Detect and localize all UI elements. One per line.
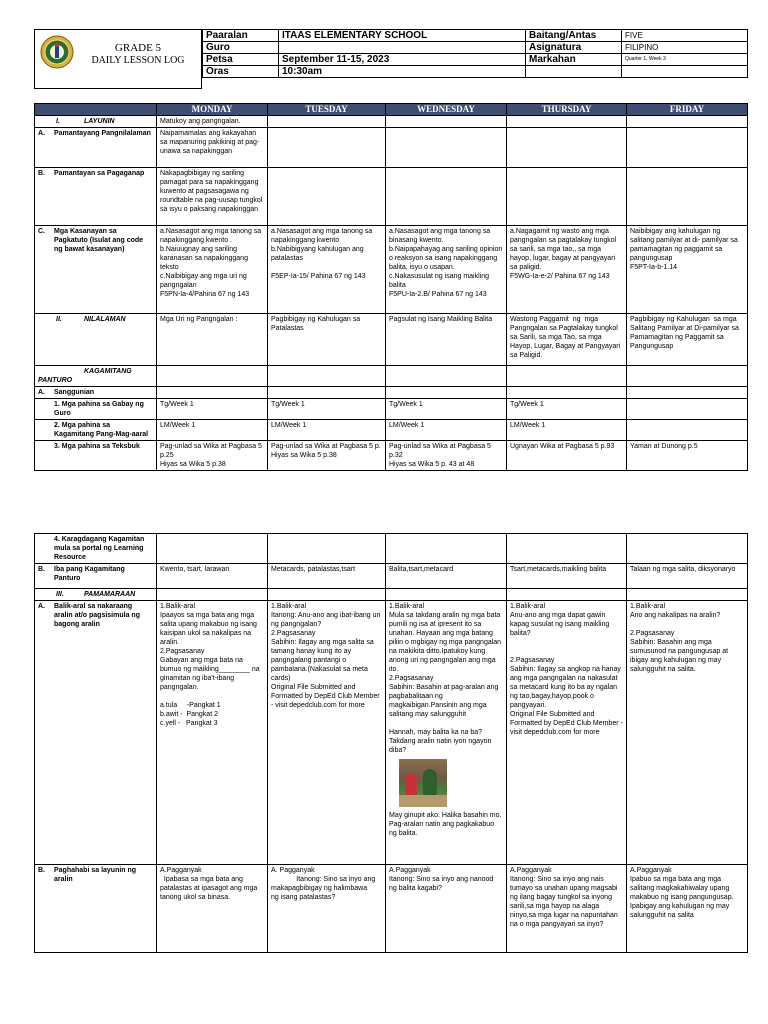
cell-text: Wastong Paggamit ng mga Pangngalan sa Pagtalakay tungkol sa Sarili, sa mga Tao, sa mga Hayop, Lugar, Bagay at Pangyayari sa Paligid. [510, 316, 623, 359]
day-cell [268, 116, 386, 128]
cell-text: 1.Balik-aral Ano ang nakalipas na aralin? 2.Pagsasanay Sabihin: Basahin ang mga sumusunod na pangungusap at ibigay ang kahulugan ng may salungguhit na salita. [630, 603, 729, 673]
day-cell [157, 399, 268, 420]
row-title: Paghahabi sa layunin ng aralin [54, 867, 137, 883]
cell-text: 1.Balik-aral Ipaayos sa mga bata ang mga salita upang makabuo ng isang kaisipan ukol sa nakalipas na aralin. 2.Pagsasanay Gabayan ang mga bata na bumuo ng maikling________ na ginamitan ng iba't-ibang pangngalan. a.tula -Pangkat 1 b.awit - Pangkat 2 c.yell - Pangkat 3 [160, 603, 260, 727]
day-cell [507, 534, 627, 564]
header-info-table [202, 29, 748, 78]
header-value [622, 66, 748, 78]
day-cell [268, 534, 386, 564]
day-cell [507, 441, 627, 471]
day-cell [386, 226, 507, 314]
header-key: Asignatura [526, 42, 622, 54]
section-title: LAYUNIN [84, 118, 115, 125]
day-cell [157, 589, 268, 601]
lesson-row [35, 865, 748, 953]
row-label [35, 399, 157, 420]
header-key: Markahan [526, 54, 622, 66]
section-number: III. [56, 591, 64, 598]
lesson-row [35, 226, 748, 314]
lesson-row [35, 168, 748, 226]
day-cell [507, 601, 627, 865]
header-key: Baitang/Antas [526, 30, 622, 42]
section-number: I. [56, 118, 60, 125]
cell-text: A. Pagganyak Itanong: Sino sa inyo ang makapagbibigay ng halimbawa ng isang patalastas? [271, 867, 376, 901]
document-title: DAILY LESSON LOG [91, 55, 185, 66]
day-cell [268, 420, 386, 441]
lesson-log-table-2 [34, 533, 748, 953]
cell-text: Kwento, tsart, larawan [160, 566, 230, 573]
cell-text: LM/Week 1 [389, 422, 425, 429]
header-key: Guro [203, 42, 279, 54]
day-cell [157, 534, 268, 564]
lesson-row [35, 399, 748, 420]
day-cell [268, 366, 386, 387]
day-cell [627, 314, 748, 366]
day-header: FRIDAY [627, 104, 748, 116]
row-letter: B. [38, 566, 45, 573]
day-cell [386, 314, 507, 366]
day-header-blank [35, 104, 157, 116]
day-cell [627, 865, 748, 953]
cell-text: Balita,tsart,metacard [389, 566, 454, 573]
day-cell [157, 128, 268, 168]
photo-caption: May ginupit ako. Halika basahin mo. Pag-aralan natin ang pagkakabuo ng balita. [389, 812, 504, 837]
day-cell [268, 589, 386, 601]
day-cell [627, 601, 748, 865]
day-cell [157, 168, 268, 226]
cell-text: 1.Balik-aral Anu-ano ang mga dapat gawin kapag susulat ng isang maikling balita? 2.Pagsasanay Sabihin: Ilagay sa angkop na hanay ang mga pangngalan na nakasulat sa metacard kung ito ba ay ngalan ng tao,bagay,hayop,pook o pangyayari. Original File Submitted and Formatted by DepEd Club Member - visit depedclub.com for more [510, 603, 623, 736]
day-cell [627, 420, 748, 441]
day-cell [386, 601, 507, 865]
row-letter: A. [38, 130, 45, 137]
cell-text: Tg/Week 1 [160, 401, 194, 408]
cell-text: Pagsulat ng Isang Maikling Balita [389, 316, 493, 323]
header-value: Quarter 1, Week 3 [622, 54, 748, 66]
row-label [35, 226, 157, 314]
day-header: WEDNESDAY [386, 104, 507, 116]
day-cell [507, 168, 627, 226]
cell-text: Pagbibigay ng Kahulugan sa Patalastas [271, 316, 363, 332]
day-cell [627, 116, 748, 128]
row-letter: A. [38, 389, 45, 396]
day-cell [268, 226, 386, 314]
cell-text: Tsart,metacards,maikling balita [510, 566, 607, 573]
header-value: ITAAS ELEMENTARY SCHOOL [279, 30, 526, 42]
row-label [35, 534, 157, 564]
day-cell [386, 168, 507, 226]
cell-text: Talaan ng mga salita, diksyonaryo [630, 566, 736, 573]
lesson-row [35, 534, 748, 564]
row-label [35, 601, 157, 865]
day-cell [157, 865, 268, 953]
day-cell [627, 366, 748, 387]
row-label [35, 564, 157, 589]
cell-text: Tg/Week 1 [271, 401, 305, 408]
row-label [35, 314, 157, 366]
cell-text: Pag-unlad sa Wika at Pagbasa 5 p.25 Hiyas sa Wika 5 p.38 [160, 443, 262, 468]
day-cell [627, 589, 748, 601]
row-letter: B. [38, 867, 45, 874]
row-label [35, 589, 157, 601]
day-cell [157, 366, 268, 387]
day-cell [268, 865, 386, 953]
day-header: MONDAY [157, 104, 268, 116]
lesson-row [35, 314, 748, 366]
header-row [203, 66, 748, 78]
day-cell [268, 564, 386, 589]
day-cell [386, 116, 507, 128]
day-cell [268, 314, 386, 366]
day-cell [507, 387, 627, 399]
lesson-row [35, 564, 748, 589]
cell-text: Nakapagbibigay ng sariling pamagat para sa napakinggang kuwento at pagsasagawa ng roundtable na pag-uusap tungkol sa isyu o paksang napakinggan [160, 170, 265, 213]
day-header: TUESDAY [268, 104, 386, 116]
header-key [526, 66, 622, 78]
row-letter: B. [38, 170, 45, 177]
students-photo [399, 759, 447, 807]
row-title: Pamantayan sa Pagaganap [54, 170, 145, 177]
cell-text: Tg/Week 1 [389, 401, 423, 408]
row-label [35, 441, 157, 471]
day-cell [268, 128, 386, 168]
day-cell [627, 441, 748, 471]
day-cell [507, 564, 627, 589]
row-title: Mga Kasanayan sa Pagkatuto (Isulat ang code ng bawat kasanayan) [54, 228, 144, 253]
header-key: Oras [203, 66, 279, 78]
day-cell [507, 589, 627, 601]
day-cell [268, 441, 386, 471]
row-title: Balik-aral sa nakaraang aralin at/o pagsisimula ng bagong aralin [54, 603, 140, 628]
cell-text: Matukoy ang pangngalan. [160, 118, 241, 125]
day-cell [268, 387, 386, 399]
row-title: 2. Mga pahina sa Kagamitang Pang-Mag-aaral [54, 422, 149, 438]
day-cell [157, 226, 268, 314]
row-label [35, 168, 157, 226]
day-cell [268, 168, 386, 226]
row-title: 4. Karagdagang Kagamitan mula sa portal ng Learning Resource [54, 536, 145, 561]
section-number: II. [56, 316, 62, 323]
day-cell [386, 534, 507, 564]
day-cell [157, 116, 268, 128]
header-key: Paaralan [203, 30, 279, 42]
row-letter: C. [38, 228, 45, 235]
cell-text: LM/Week 1 [510, 422, 546, 429]
cell-text: A.Pagganyak Itanong: Sino sa inyo ang nanood ng balita kagabi? [389, 867, 494, 892]
cell-text: 1.Balik-aral Mula sa takdang aralin ng mga bata pumili ng isa at ipresent ito sa unahan. Hayaan ang mga batang piliin o mgbigay ng mga pangngalan na makikita ditto.Ipatukoy kung anong uri ng pangngalan ang mga ito. 2.Pagsasanay Sabihin: Basahin at pag-aralan ang pagbabalitaan ng magkaibigan.Pansinin ang mga salitang may salungguhit Hannah, may balita ka na ba? Takdang aralin natin iyon ngayon diba? [389, 603, 502, 754]
section-title: KAGAMITANG PANTURO [38, 368, 132, 384]
day-cell [627, 387, 748, 399]
cell-text: Metacards, patalastas,tsart [271, 566, 356, 573]
row-label [35, 366, 157, 387]
cell-text: Mga Uri ng Pangngalan : [160, 316, 238, 323]
cell-text: Yaman at Dunong p.5 [630, 443, 698, 450]
day-cell [157, 441, 268, 471]
deped-seal-icon [40, 35, 74, 69]
header-row [203, 42, 748, 54]
day-cell [627, 534, 748, 564]
day-cell [386, 387, 507, 399]
header-value: September 11-15, 2023 [279, 54, 526, 66]
day-cell [157, 564, 268, 589]
row-label [35, 420, 157, 441]
lesson-row [35, 589, 748, 601]
cell-text: Pag-unlad sa Wika at Pagbasa 5 p.32 Hiyas sa Wika 5 p. 43 at 48 [389, 443, 491, 468]
cell-text: A.Pagganyak Ipabuo sa mga bata ang mga salitang magkakahiwalay upang makabuo ng isang pangungusap. Ipabigay ang kahulugan ng may salungguhit na salita [630, 867, 734, 919]
day-cell [386, 420, 507, 441]
cell-text: a.Nagagamit ng wasto ang mga pangngalan sa pagtalakay tungkol sa sarili, sa mga tao,, sa mga hayop, lugar, bagay at pangyayari sa paligid. F5WG-Ia-e-2/ Pahina 67 ng 143 [510, 228, 617, 280]
row-title: Sanggunian [54, 389, 95, 396]
grade-label: GRADE 5 [114, 42, 162, 54]
row-title: Pamantayang Pangnilalaman [54, 130, 151, 137]
lesson-log-table-1 [34, 103, 748, 471]
cell-text: Naipamamalas ang kakayahan sa mapanuring pakikinig at pag-unawa sa napakinggan [160, 130, 260, 155]
day-header-row [35, 104, 748, 116]
day-cell [157, 420, 268, 441]
day-cell [386, 865, 507, 953]
section-title: PAMAMARAAN [84, 591, 136, 598]
row-label [35, 865, 157, 953]
row-label [35, 387, 157, 399]
header-key: Petsa [203, 54, 279, 66]
lesson-row [35, 420, 748, 441]
header-value: FILIPINO [622, 42, 748, 54]
cell-text: Ugnayan Wika at Pagbasa 5 p.93 [510, 443, 615, 450]
cell-text: A.Pagganyak Itanong: Sino sa inyo ang nais tumayo sa unahan upang magsabi ng ilang bagay tungkol sa inyong sarili,sa mga hayop na alaga ninyo,sa mga lugar na napuntahan na o mga pangyayari sa inyo? [510, 867, 618, 928]
lesson-row [35, 116, 748, 128]
day-cell [507, 399, 627, 420]
cell-text: Pag-unlad sa Wika at Pagbasa 5 p. Hiyas sa Wika 5 p.38 [271, 443, 381, 459]
row-title: 3. Mga pahina sa Teksbuk [54, 443, 140, 450]
day-cell [507, 314, 627, 366]
header-value [279, 42, 526, 54]
day-cell [157, 387, 268, 399]
day-cell [507, 366, 627, 387]
day-cell [627, 128, 748, 168]
day-cell [157, 601, 268, 865]
section-title: NILALAMAN [84, 316, 126, 323]
lesson-row [35, 387, 748, 399]
header-row [203, 54, 748, 66]
day-cell [386, 128, 507, 168]
day-cell [268, 399, 386, 420]
cell-text: LM/Week 1 [271, 422, 307, 429]
day-cell [386, 441, 507, 471]
row-label [35, 128, 157, 168]
cell-text: a.Nasasagot ang mga tanong sa napakinggang kwento b.Nabibigyang kahulugan ang patalastas F5EP-Ia-15/ Pahina 67 ng 143 [271, 228, 373, 280]
lesson-row [35, 366, 748, 387]
cell-text: Naibibigay ang kahulugan ng salitang pamilyar at di- pamilyar sa pamamagitan ng paggamit sa pangungusap F5PT-Ia-b-1.14 [630, 228, 738, 271]
row-title: Iba pang Kagamitang Panturo [54, 566, 125, 582]
lesson-row [35, 601, 748, 865]
day-cell [507, 116, 627, 128]
day-cell [507, 865, 627, 953]
cell-text: 1.Balik-aral Itanong: Anu-ano ang ibat-ibang uri ng pangngalan? 2.Pagsasanay Sabihin: Ilagay ang mga salita sa tamang hanay kung ito ay pangngalang pantangi o pambalana.(Nakasulat sa meta cards) Original File Submitted and Formatted by DepEd Club Member - visit depedclub.com for more [271, 603, 381, 709]
day-header: THURSDAY [507, 104, 627, 116]
cell-text: A.Pagganyak Ipabasa sa mga bata ang patalastas at ipasagot ang mga tanong ukol sa binasa. [160, 867, 258, 901]
day-cell [507, 128, 627, 168]
day-cell [386, 366, 507, 387]
day-cell [157, 314, 268, 366]
cell-text: a.Nasasagot ang mga tanong sa napakinggang kwento . b.Naiuugnay ang sariling karanasan sa napakinggang teksto c.Naibibigay ang mga uri ng pangngalan F5PN-Ia-4/Pahina 67 ng 143 [160, 228, 262, 298]
day-cell [386, 589, 507, 601]
header-value: 10:30am [279, 66, 526, 78]
lesson-row [35, 441, 748, 471]
cell-text: Tg/Week 1 [510, 401, 544, 408]
day-cell [507, 226, 627, 314]
day-cell [386, 399, 507, 420]
day-cell [627, 564, 748, 589]
row-letter: A. [38, 603, 45, 610]
header-value: FIVE [622, 30, 748, 42]
cell-text: Pagbibigay ng Kahulugan sa mga Salitang Pamilyar at Di-pamilyar sa Pamamagitan ng Paggamit sa Pangungusap [630, 316, 741, 350]
row-label [35, 116, 157, 128]
day-cell [268, 601, 386, 865]
day-cell [386, 564, 507, 589]
cell-text: a.Nasasagot ang mga tanong sa binasang kwento. b.Naipapahayag ang sariling opinion o reaksyon sa isang napakinggang balita, isyu o usapan. c.Nakasusulat ng isang maikling balita F5PU-Ia-2.B/ Pahina 67 ng 143 [389, 228, 503, 298]
day-cell [627, 168, 748, 226]
day-cell [507, 420, 627, 441]
header-row [203, 30, 748, 42]
day-cell [627, 399, 748, 420]
row-title: 1. Mga pahina sa Gabay ng Guro [54, 401, 144, 417]
day-cell [627, 226, 748, 314]
cell-text: LM/Week 1 [160, 422, 196, 429]
lesson-row [35, 128, 748, 168]
